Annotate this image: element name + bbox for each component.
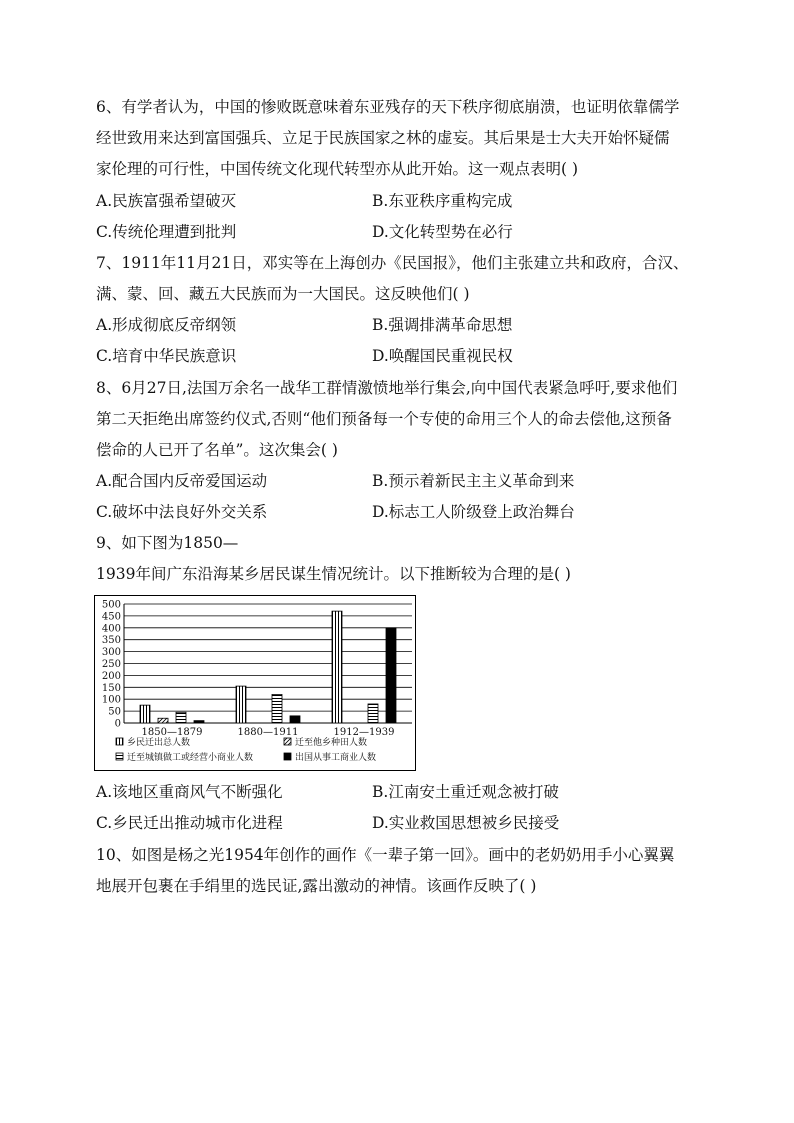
- q9-option-a[interactable]: A.该地区重商风气不断强化: [96, 783, 283, 801]
- legend-label: 迁至城镇做工或经营小商业人数: [127, 753, 254, 763]
- q7-option-c[interactable]: C.培育中华民族意识: [96, 347, 237, 365]
- q7-line-2: 满、蒙、回、藏五大民族而为一大国民。这反映他们( ): [96, 285, 470, 303]
- bar: [194, 721, 204, 723]
- x-category-label: 1850—1879: [141, 727, 203, 738]
- q6-line-1: 6、有学者认为，中国的惨败既意味着东亚残存的天下秩序彻底崩溃，也证明依靠儒学: [96, 98, 680, 116]
- y-tick-label: 50: [108, 706, 121, 718]
- q7-option-b[interactable]: B.强调排满革命思想: [372, 316, 513, 334]
- bar: [368, 704, 378, 723]
- q9-option-b[interactable]: B.江南安土重迁观念被打破: [372, 783, 559, 801]
- q7-line-1: 7、1911年11月21日，邓实等在上海创办《民国报》，他们主张建立共和政府，合汉、: [96, 254, 689, 272]
- q9-option-c[interactable]: C.乡民迁出推动城市化进程: [96, 814, 283, 832]
- y-tick-label: 400: [101, 623, 121, 635]
- q8-line-3: 偿命的人已开了名单”。这次集会( ): [96, 441, 338, 459]
- bar: [386, 628, 396, 723]
- q9-line-1: 9、如下图为1850—: [96, 534, 239, 552]
- bar: [176, 712, 186, 723]
- q10-line-2: 地展开包裹在手绢里的选民证,露出激动的神情。该画作反映了( ): [96, 877, 537, 895]
- y-tick-label: 200: [101, 670, 121, 682]
- legend-swatch: [284, 738, 291, 745]
- y-tick-label: 500: [101, 599, 121, 611]
- legend-label: 乡民迁出总人数: [127, 738, 191, 748]
- y-tick-label: 100: [101, 694, 121, 706]
- bar: [272, 694, 282, 723]
- bar: [332, 611, 342, 723]
- y-tick-label: 300: [101, 647, 121, 659]
- bar: [140, 705, 150, 723]
- q9-option-d[interactable]: D.实业救国思想被乡民接受: [372, 814, 560, 832]
- migration-bar-chart: [94, 595, 416, 771]
- q6-option-a[interactable]: A.民族富强希望破灭: [96, 192, 237, 210]
- q8-option-b[interactable]: B.预示着新民主主义革命到来: [372, 472, 575, 490]
- legend-swatch: [116, 753, 123, 760]
- q6-line-3: 家伦理的可行性，中国传统文化现代转型亦从此开始。这一观点表明( ): [96, 160, 579, 178]
- legend-swatch: [284, 753, 291, 760]
- y-tick-label: 150: [101, 682, 121, 694]
- q8-option-d[interactable]: D.标志工人阶级登上政治舞台: [372, 503, 575, 521]
- x-category-label: 1880—1911: [237, 727, 299, 738]
- legend-label: 迁至他乡种田人数: [295, 738, 368, 748]
- q6-option-c[interactable]: C.传统伦理遭到批判: [96, 223, 237, 241]
- q10-line-1: 10、如图是杨之光1954年创作的画作《一辈子第一回》。画中的老奶奶用手小心翼翼: [96, 846, 675, 864]
- q9-line-2: 1939年间广东沿海某乡居民谋生情况统计。以下推断较为合理的是( ): [96, 565, 571, 583]
- chart-svg: [94, 595, 416, 771]
- q8-option-a[interactable]: A.配合国内反帝爱国运动: [96, 472, 268, 490]
- q6-line-2: 经世致用来达到富国强兵、立足于民族国家之林的虚妄。其后果是士大夫开始怀疑儒: [96, 129, 670, 147]
- bar: [290, 716, 300, 723]
- bar: [158, 718, 168, 723]
- y-tick-label: 0: [114, 718, 121, 730]
- q8-option-c[interactable]: C.破坏中法良好外交关系: [96, 503, 268, 521]
- y-tick-label: 350: [101, 635, 121, 647]
- x-category-label: 1912—1939: [333, 727, 395, 738]
- q8-line-2: 第二天拒绝出席签约仪式,否则“他们预备每一个专使的命用三个人的命去偿他,这预备: [96, 410, 672, 428]
- y-tick-label: 450: [101, 611, 121, 623]
- bar: [236, 686, 246, 723]
- q7-option-d[interactable]: D.唤醒国民重视民权: [372, 347, 513, 365]
- q6-option-b[interactable]: B.东亚秩序重构完成: [372, 192, 513, 210]
- legend-swatch: [116, 738, 123, 745]
- legend-label: 出国从事工商业人数: [295, 753, 377, 763]
- y-tick-label: 250: [101, 659, 121, 670]
- q8-line-1: 8、6月27日,法国万余名一战华工群情激愤地举行集会,向中国代表紧急呼吁,要求他们: [96, 379, 678, 397]
- q6-option-d[interactable]: D.文化转型势在必行: [372, 223, 513, 241]
- q7-option-a[interactable]: A.形成彻底反帝纲领: [96, 316, 237, 334]
